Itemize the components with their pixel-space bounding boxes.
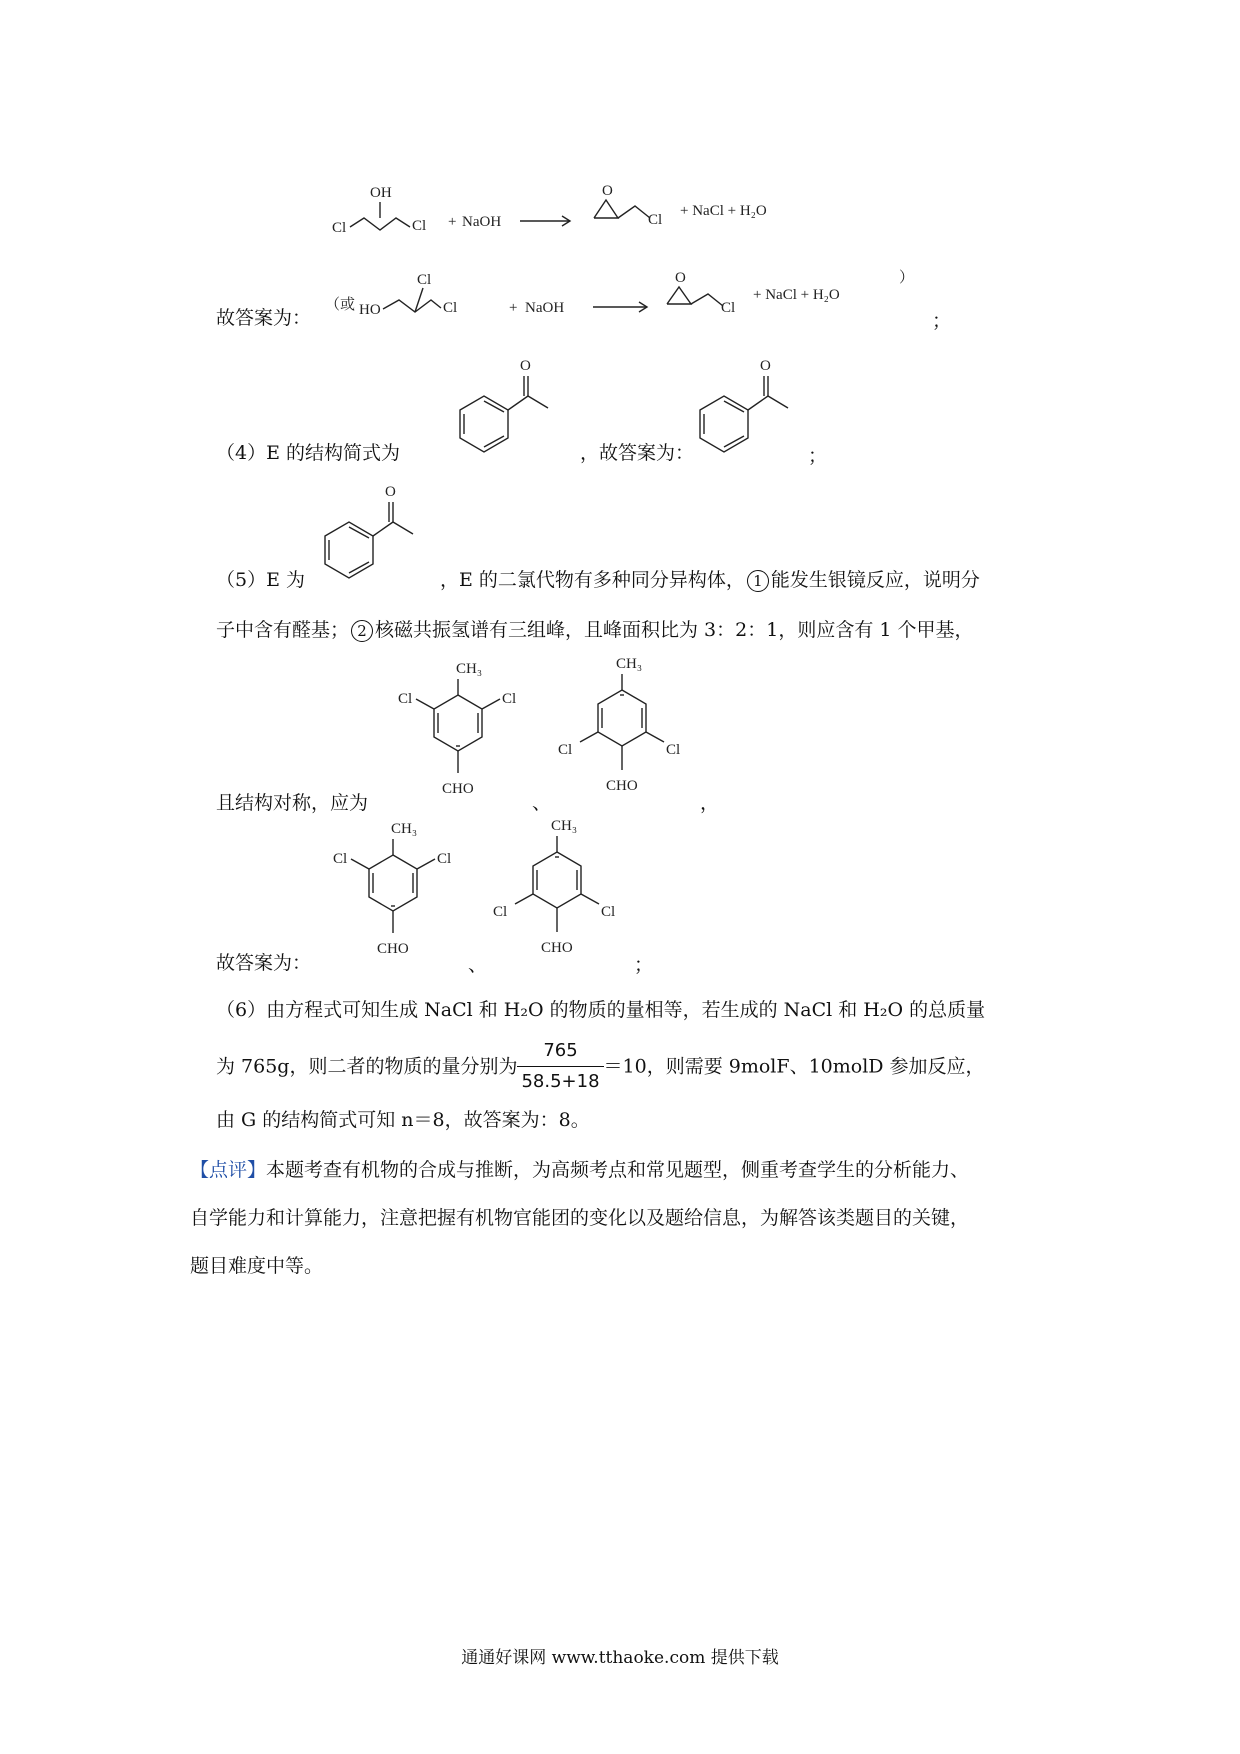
q5-line3-a: 且结构对称，应为 [216,792,369,814]
plus-sign: + [448,214,457,230]
mass-fraction [517,1038,603,1095]
q4-end: ； [808,445,828,467]
circled-number-1: 1 [747,570,769,592]
epoxide-o-label: O [602,183,613,199]
fraction-denominator: 58.5+18 [521,1071,600,1092]
cl-label-left: Cl [398,691,413,707]
q6-line3: 由 G 的结构简式可知 n＝8，故答案为：8。 [216,1109,590,1131]
byproducts-label-2: + NaCl + H₂O [753,287,840,303]
comment-line3: 题目难度中等。 [190,1255,324,1277]
naoh-label: NaOH [462,214,502,230]
dichloro-benzaldehyde-para-methyl-2 [325,815,465,975]
acetophenone-structure-3 [305,478,435,598]
cl-label-left-4: Cl [493,904,508,920]
q5-line2 [216,617,974,643]
oh-label: OH [370,185,392,201]
cl-left-label: Cl [332,220,347,236]
product-cl-label: Cl [648,212,663,228]
q5-line3-end: ， [700,792,720,814]
ho-label: HO [359,302,381,318]
ch3-label-4: CH₃ [551,818,578,834]
cl-right-label: Cl [412,218,427,234]
ch3-label: CH₃ [456,661,483,677]
acetophenone-structure-1 [420,350,550,470]
plus-sign-2: + [509,300,518,316]
comment-tag: 【点评】 [190,1159,267,1181]
answer3-end: ； [932,310,952,332]
cho-label-4: CHO [541,940,573,956]
footer-text: 通通好课网 www.tthaoke.com 提供下载 [461,1648,779,1668]
ch3-label-2: CH₃ [616,656,643,672]
naoh-label-2: NaOH [525,300,565,316]
epoxide-o-label-2: O [675,270,686,286]
q4-text-1: （4）E 的结构简式为 [216,442,400,464]
cl-label-right: Cl [502,691,517,707]
cl-right-label-2: Cl [443,300,458,316]
q5-answer-label: 故答案为： [216,952,312,974]
q5-sep-1: 、 [532,792,552,814]
byproducts-label: + NaCl + H₂O [680,203,767,219]
q6-line2-a: 为 765g，则二者的物质的量分别为 [216,1055,518,1078]
q5-line2-a-text: 子中含有醛基； [216,619,350,641]
q4-text-2: ，故答案为： [580,442,695,464]
open-paren: （或 [325,297,356,313]
q5-line1-a: （5）E 为 [216,569,305,591]
circled-number-2: 2 [351,620,373,642]
cl-label-left-3: Cl [333,851,348,867]
cl-top-label: Cl [417,272,432,288]
cl-label-right-4: Cl [601,904,616,920]
comment-text-1: 本题考查有机物的合成与推断，为高频考点和常见题型，侧重考查学生的分析能力、 [266,1159,970,1181]
cl-label-right-3: Cl [437,851,452,867]
cho-label-3: CHO [377,941,409,957]
acetophenone-structure-2 [660,350,790,470]
cl-label-left-2: Cl [558,742,573,758]
answer3-label: 故答案为： [216,307,312,329]
q6-line1: （6）由方程式可知生成 NaCl 和 H₂O 的物质的量相等，若生成的 NaCl 和 H₂O 的总质量 [216,999,986,1021]
comment-line1 [190,1157,969,1183]
reaction-equation-2 [325,262,945,342]
product-cl-label-2: Cl [721,300,736,316]
q6-line2 [216,1038,985,1095]
dichloro-benzaldehyde-para-methyl-1 [390,655,530,815]
cl-label-right-2: Cl [666,742,681,758]
fraction-numerator: 765 [517,1038,603,1067]
q5-line2-b-text: 核磁共振氢谱有三组峰，且峰面积比为 3：2：1，则应含有 1 个甲基， [375,619,974,641]
ketone-o-label: O [520,358,531,374]
q5-answer-sep: 、 [468,954,488,976]
ketone-o-label-3: O [385,484,396,500]
close-paren: ） [899,270,915,286]
cho-label: CHO [442,781,474,797]
dichloro-benzaldehyde-ortho-2 [485,812,635,977]
q5-line1-b-text: ，E 的二氯代物有多种同分异构体， [440,569,745,591]
comment-line2: 自学能力和计算能力，注意把握有机物官能团的变化以及题给信息，为解答该类题目的关键， [190,1207,970,1229]
ch3-label-3: CH₃ [391,821,418,837]
q6-line2-b: ＝10，则需要 9molF、10molD 参加反应， [603,1055,985,1078]
dichloro-benzaldehyde-ortho-1 [550,650,700,815]
cho-label-2: CHO [606,778,638,794]
q5-line1-c-text: 能发生银镜反应，说明分 [770,569,980,591]
q5-line1-b [440,567,980,593]
ketone-o-label-2: O [760,358,771,374]
reaction-equation-1 [330,170,910,250]
q5-answer-end: ； [634,954,654,976]
